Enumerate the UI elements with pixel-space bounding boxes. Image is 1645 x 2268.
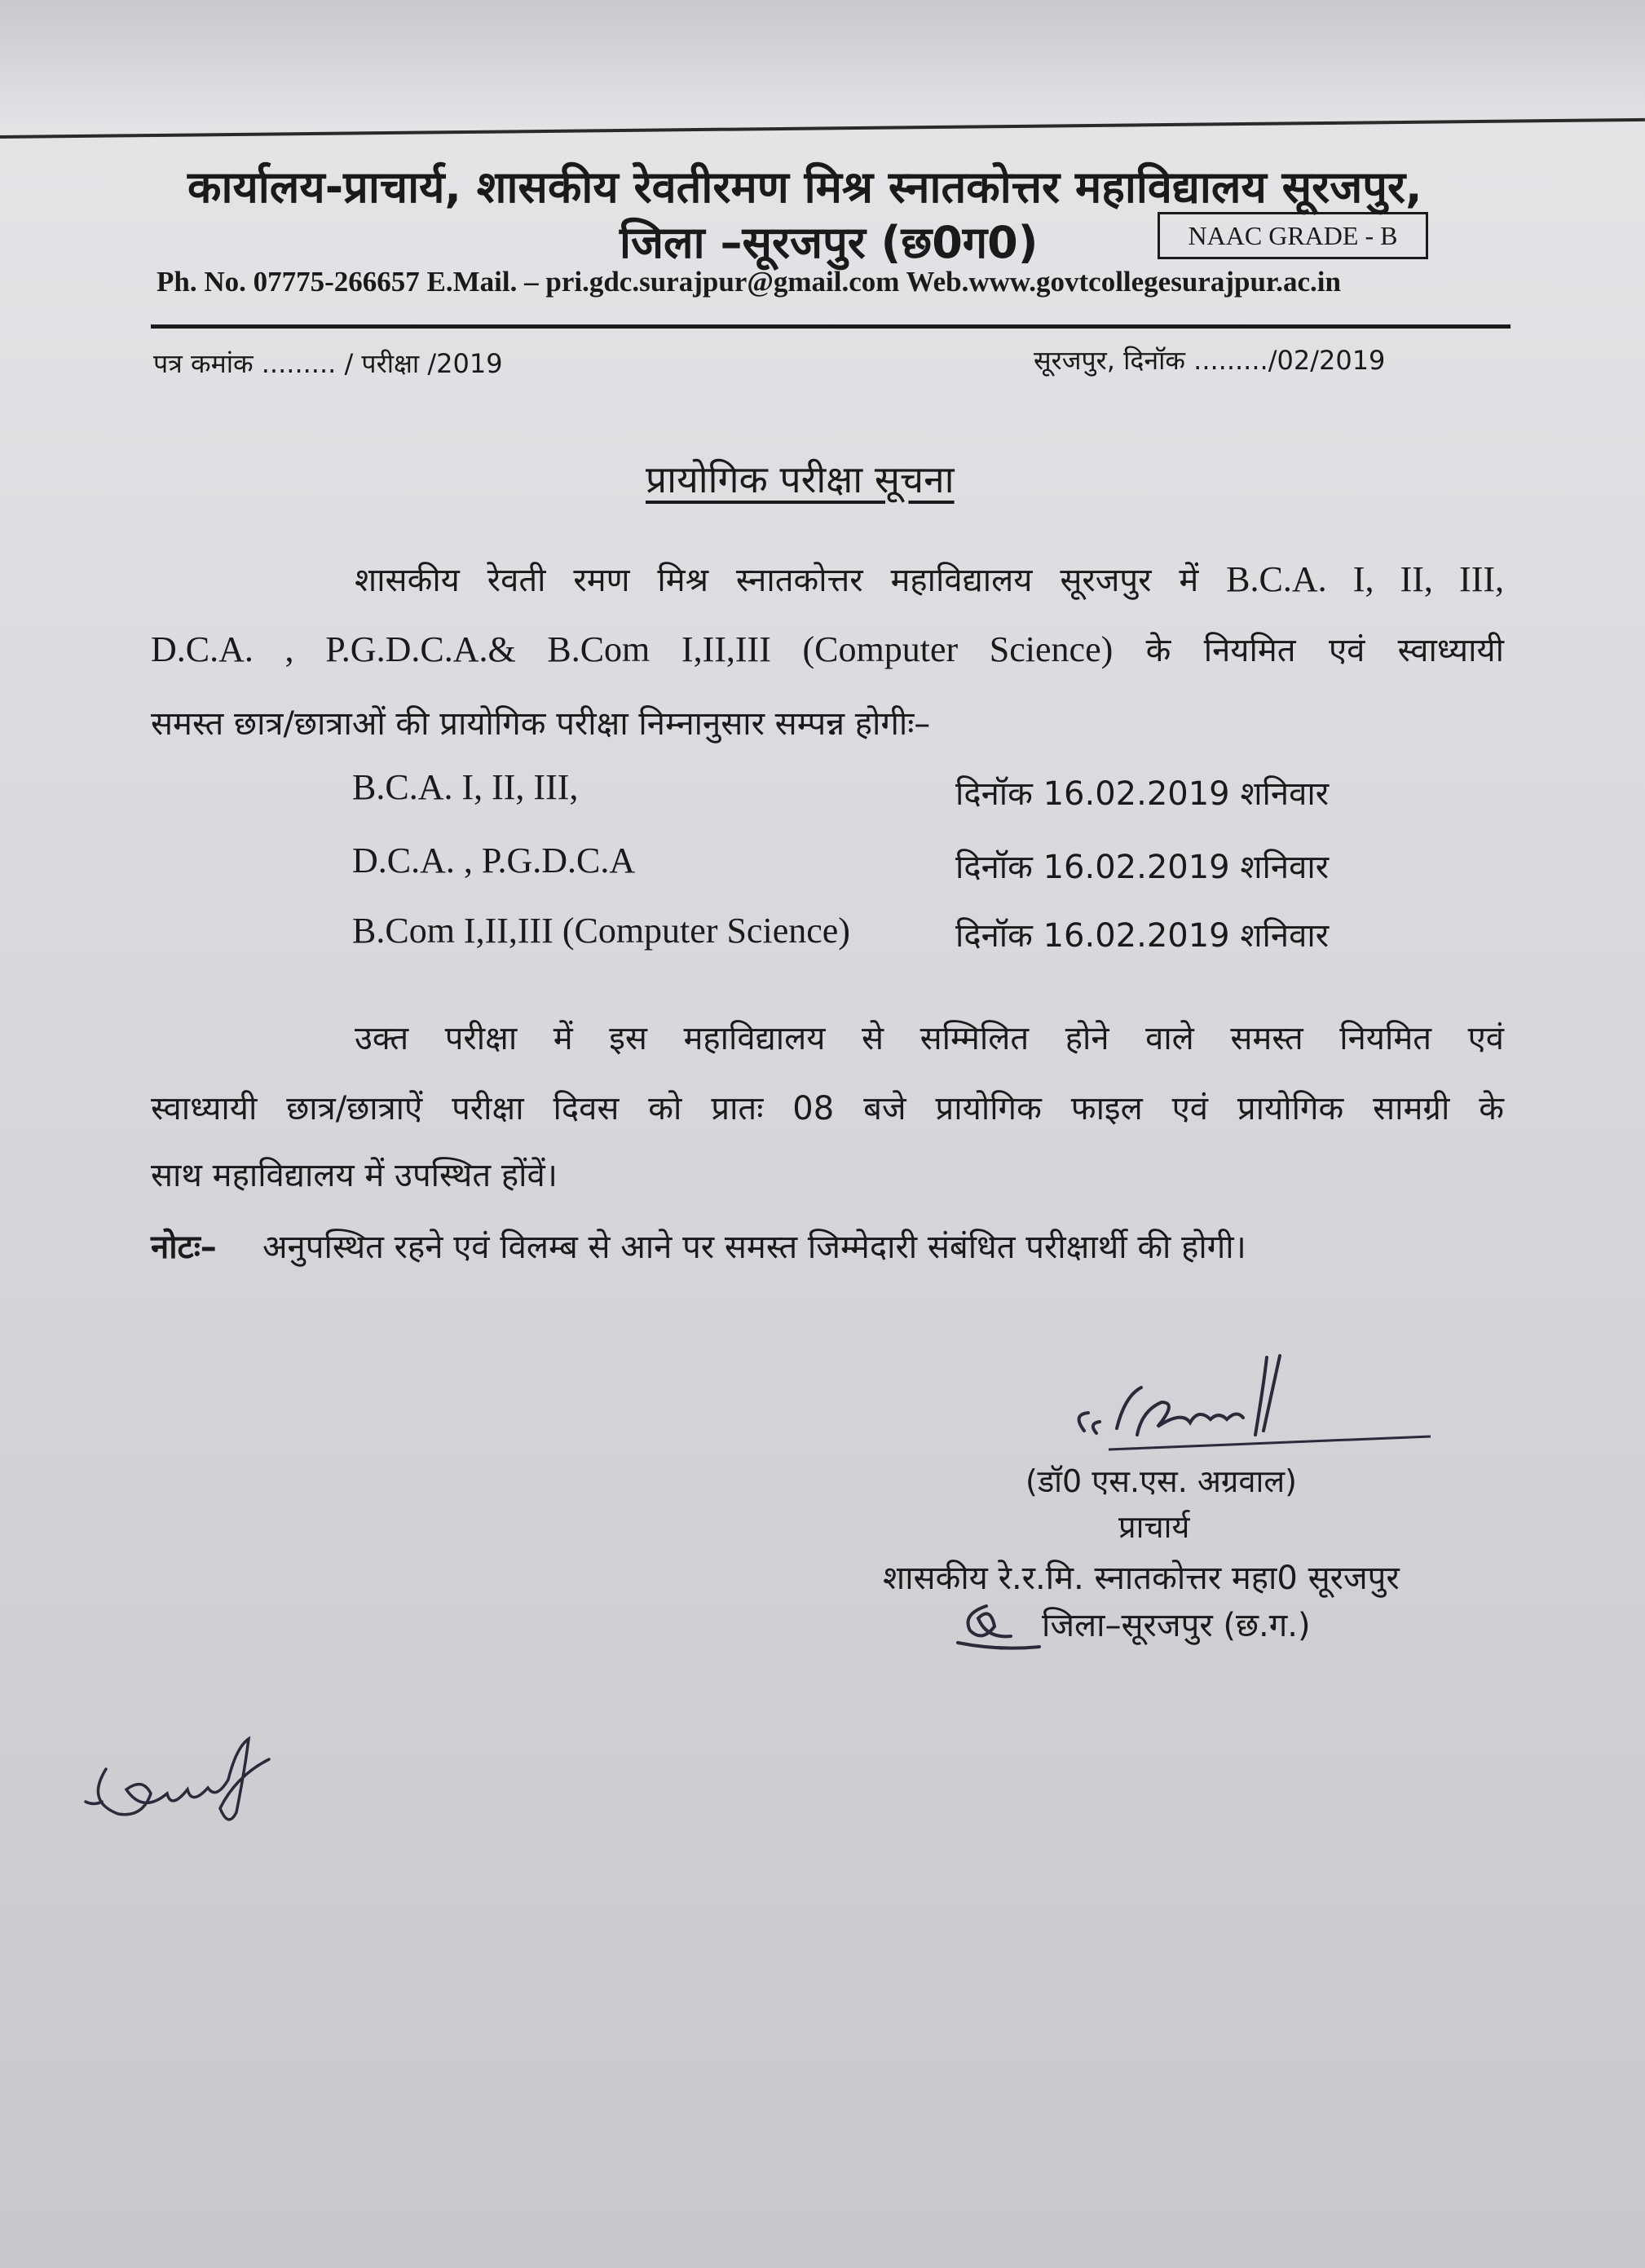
signatory-institution: शासकीय रे.र.मि. स्नातकोत्तर महा0 सूरजपुर [883, 1560, 1400, 1597]
note-label: नोटः– [151, 1229, 217, 1266]
schedule-course-3: B.Com I,II,III (Computer Science) [352, 911, 850, 951]
para1-line1 [151, 556, 1504, 601]
letter-date: सूरजपुर, दिनॉक ........./02/2019 [1034, 345, 1386, 376]
para2-line1: उक्त परीक्षा में इस महाविद्यालय से सम्मिलित होने वाले समस्त नियमित एवं [355, 1020, 1504, 1057]
letterhead-contact: Ph. No. 07775-266657 E.Mail. – pri.gdc.surajpur@gmail.com Web.www.govtcollegesurajpur.ac.in [157, 266, 1341, 298]
naac-grade-badge: NAAC GRADE - B [1158, 212, 1428, 259]
schedule-date-2: दिनॉक 16.02.2019 शनिवार [955, 849, 1330, 886]
schedule-course-1: B.C.A. I, II, III, [352, 767, 579, 807]
letterhead-district-line: जिला –सूरजपुर (छ0ग0) [620, 217, 1039, 268]
paper-shadow [0, 0, 1645, 130]
note-text: अनुपस्थित रहने एवं विलम्ब से आने पर समस्त जिम्मेदारी संबंधित परीक्षार्थी की होगी। [262, 1229, 1246, 1266]
schedule-date-3: दिनॉक 16.02.2019 शनिवार [955, 917, 1330, 955]
para2-line2: स्वाध्यायी छात्र/छात्राऐं परीक्षा दिवस को प्रातः 08 बजे प्रायोगिक फाइल एवं प्रायोगिक सामग्री के [151, 1090, 1504, 1127]
handwritten-initials [82, 1720, 293, 1842]
initials-mark [954, 1598, 1043, 1663]
para1-line2-courses: D.C.A. , P.G.D.C.A.& B.Com I,II,III (Computer Science) [151, 629, 1114, 669]
header-divider [151, 324, 1510, 329]
schedule-course-2: D.C.A. , P.G.D.C.A [352, 841, 636, 880]
letterhead-office-line: कार्यालय-प्राचार्य, शासकीय रेवतीरमण मिश्र स्नातकोत्तर महाविद्यालय सूरजपुर, [187, 161, 1422, 213]
signatory-name: (डॉ0 एस.एस. अग्रवाल) [1025, 1463, 1297, 1499]
para1-line2 [151, 626, 1504, 671]
signatory-district: जिला–सूरजपुर (छ.ग.) [1042, 1607, 1311, 1644]
notice-title: प्रायोगिक परीक्षा सूचना [646, 457, 955, 501]
letter-reference-number: पत्र कमांक ......... / परीक्षा /2019 [153, 348, 503, 379]
para1-line1-hindi: शासकीय रेवती रमण मिश्र स्नातकोत्तर महाविद्यालय सूरजपुर में [355, 562, 1199, 599]
schedule-date-1: दिनॉक 16.02.2019 शनिवार [955, 775, 1330, 813]
para1-line2-hindi: के नियमित एवं स्वाध्यायी [1145, 632, 1504, 669]
signatory-designation: प्राचार्य [1118, 1509, 1190, 1545]
para2-line3: साथ महाविद्यालय में उपस्थित होंवें। [151, 1157, 558, 1194]
para1-line1-courses: B.C.A. I, II, III, [1226, 559, 1505, 599]
para1-line3: समस्त छात्र/छात्राओं की प्रायोगिक परीक्षा निम्नानुसार सम्पन्न होगीः– [151, 705, 931, 743]
principal-signature [1060, 1353, 1435, 1459]
